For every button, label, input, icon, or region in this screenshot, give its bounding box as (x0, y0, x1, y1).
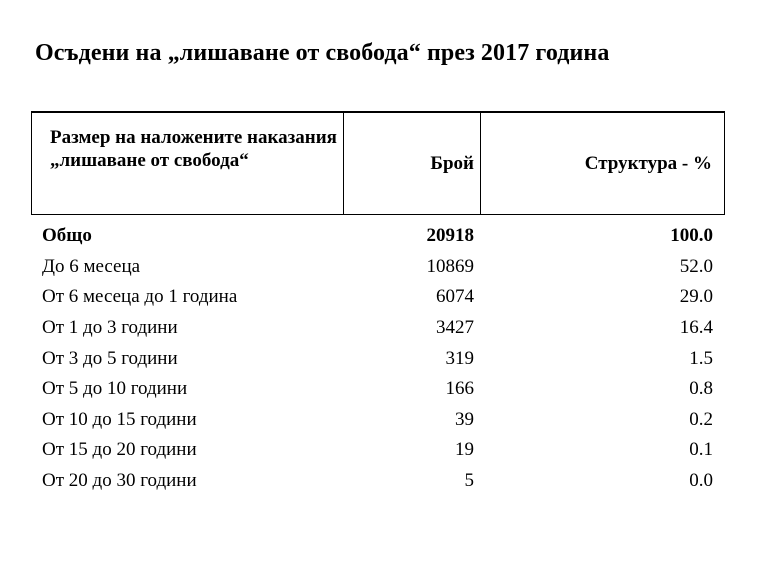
row-pct: 0.0 (689, 470, 713, 492)
table-row-total (31, 221, 725, 252)
row-count: 319 (445, 347, 474, 369)
table-row (31, 282, 725, 313)
row-label: От 15 до 20 години (42, 439, 197, 461)
row-label: От 5 до 10 години (42, 378, 188, 400)
row-label: От 3 до 5 години (42, 347, 178, 369)
page-title: Осъдени на „лишаване от свобода“ през 2017 година (35, 40, 610, 66)
table-body (31, 221, 725, 496)
row-label: От 1 до 3 години (42, 317, 178, 339)
row-count: 20918 (426, 225, 474, 247)
header-structure: Структура - % (584, 153, 712, 174)
row-label: Общо (42, 225, 92, 247)
row-pct: 0.2 (689, 408, 713, 430)
row-count: 10869 (426, 255, 474, 277)
header-sentence-size: Размер на наложените наказания „лишаване от свобода“ (32, 113, 344, 214)
table-row (31, 313, 725, 344)
row-count: 39 (455, 408, 474, 430)
row-label: От 20 до 30 години (42, 470, 197, 492)
row-pct: 29.0 (679, 286, 713, 308)
row-pct: 100.0 (670, 225, 713, 247)
row-pct: 1.5 (689, 347, 713, 369)
table-row (31, 405, 725, 436)
row-pct: 0.8 (689, 378, 713, 400)
row-pct: 16.4 (679, 317, 713, 339)
row-pct: 52.0 (679, 255, 713, 277)
row-count: 6074 (436, 286, 474, 308)
header-count: Брой (344, 113, 481, 214)
row-count: 166 (445, 378, 474, 400)
row-count: 3427 (436, 317, 474, 339)
row-pct: 0.1 (689, 439, 713, 461)
row-count: 5 (464, 470, 474, 492)
table-row (31, 343, 725, 374)
table-header (31, 111, 725, 215)
table-row (31, 435, 725, 466)
row-label: До 6 месеца (42, 255, 141, 277)
table-row (31, 252, 725, 283)
table-row (31, 466, 725, 497)
row-label: От 10 до 15 години (42, 408, 197, 430)
table-row (31, 374, 725, 405)
row-count: 19 (455, 439, 474, 461)
row-label: От 6 месеца до 1 година (42, 286, 238, 308)
